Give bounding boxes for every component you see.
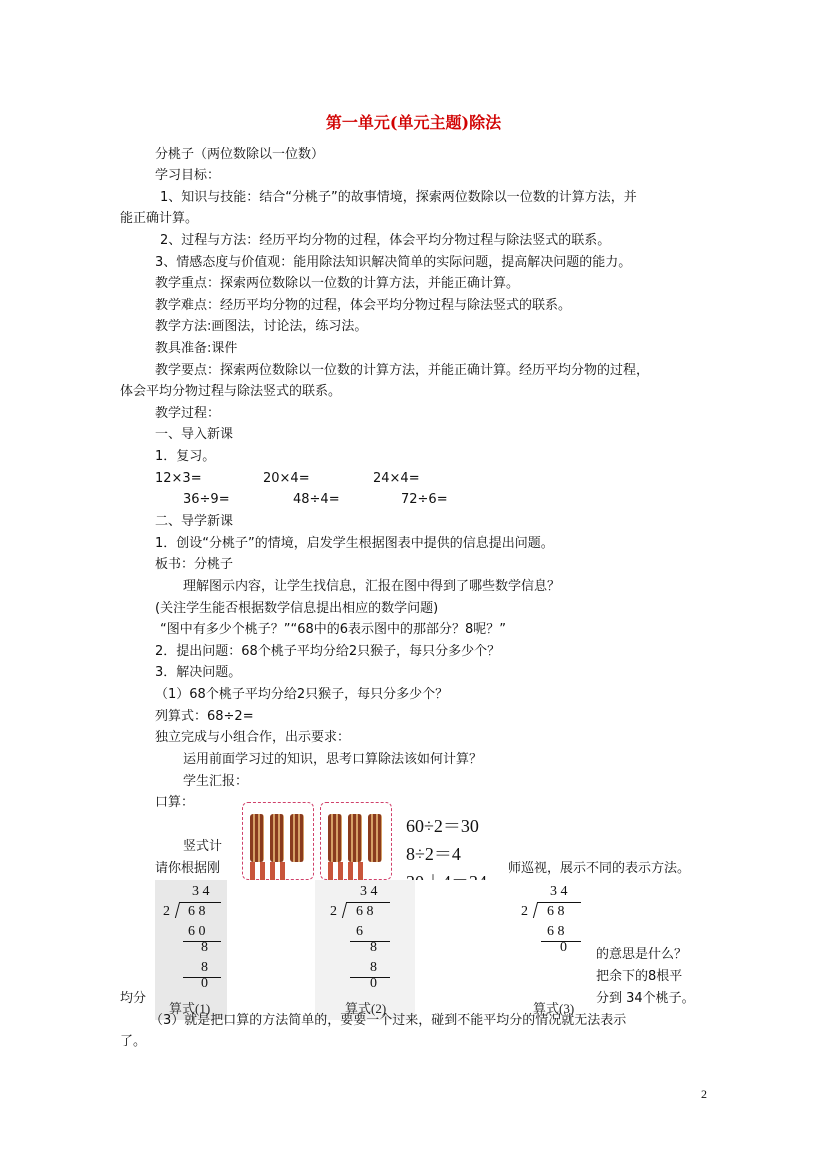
oral-step: 60÷2＝30 bbox=[406, 816, 479, 836]
text-line: 能正确计算。 bbox=[120, 211, 199, 226]
text-line: 3、情感态度与价值观：能用除法知识解决简单的实际问题，提高解决问题的能力。 bbox=[155, 255, 632, 270]
math-expression: 12×3= bbox=[155, 471, 202, 486]
text-line: 了。 bbox=[120, 1034, 147, 1049]
text-line: 2、过程与方法：经历平均分物的过程，体会平均分物过程与除法竖式的联系。 bbox=[160, 233, 611, 248]
sticks-illustration bbox=[238, 800, 398, 880]
step: 8 bbox=[370, 960, 377, 975]
oral-step: 8÷2＝4 bbox=[406, 844, 461, 864]
text-line: 学习目标： bbox=[155, 168, 221, 183]
text-line: 2．提出问题：68个桃子平均分给2只猴子，每只分多少个？ bbox=[155, 644, 501, 659]
stick-bundle bbox=[368, 814, 382, 862]
stick-bundle bbox=[270, 814, 284, 862]
text-line: 请你根据刚 bbox=[155, 861, 221, 876]
text-line: 教学方法:画图法，讨论法，练习法。 bbox=[155, 319, 368, 334]
page-number: 2 bbox=[701, 1087, 707, 1101]
text-line: (关注学生能否根据数学信息提出相应的数学问题) bbox=[155, 601, 439, 616]
text-line: 教学过程： bbox=[155, 406, 221, 421]
text-line: 分到 34个桃子。 bbox=[596, 991, 695, 1006]
text-line: 学生汇报： bbox=[183, 774, 249, 789]
stick-bundle bbox=[348, 814, 362, 862]
divisor: 2 bbox=[521, 904, 528, 919]
step: 8 bbox=[370, 940, 377, 955]
dividend: 6 8 bbox=[547, 904, 565, 919]
page-title: 第一单元(单元主题)除法 bbox=[325, 113, 502, 132]
quotient: 3 4 bbox=[550, 884, 568, 899]
text-line: 教学难点：经历平均分物的过程，体会平均分物过程与除法竖式的联系。 bbox=[155, 298, 572, 313]
step: 0 bbox=[560, 940, 567, 955]
stick-bundle bbox=[328, 814, 342, 862]
oral-calculation bbox=[398, 800, 508, 880]
text-line: 教具准备:课件 bbox=[155, 341, 238, 356]
dividend: 6 8 bbox=[188, 904, 206, 919]
text-line: 一、导入新课 bbox=[155, 427, 234, 442]
divisor: 2 bbox=[163, 904, 170, 919]
text-line: 板书：分桃子 bbox=[155, 557, 234, 572]
text-line: 的意思是什么？ bbox=[596, 947, 688, 962]
step: 0 bbox=[370, 976, 377, 991]
math-expression: 20×4= bbox=[263, 471, 310, 486]
text-line: 1、知识与技能：结合“分桃子”的故事情境，探索两位数除以一位数的计算方法，并 bbox=[160, 190, 637, 205]
text-line: 体会平均分物过程与除法竖式的联系。 bbox=[120, 384, 342, 399]
text-line: 3．解决问题。 bbox=[155, 665, 242, 680]
text-line: 师巡视，展示不同的表示方法。 bbox=[508, 861, 691, 876]
step: 8 bbox=[201, 960, 208, 975]
step: 6 bbox=[356, 924, 363, 939]
calc-caption: 算式(1) bbox=[169, 1001, 211, 1016]
text-line: 把余下的8根平 bbox=[596, 969, 683, 984]
math-expression: 36÷9= bbox=[183, 492, 230, 507]
text-line: （3）就是把口算的方法简单的，要要一个过来，碰到不能平均分的情况就无法表示 bbox=[150, 1013, 627, 1028]
text-line: 教学重点：探索两位数除以一位数的计算方法，并能正确计算。 bbox=[155, 276, 520, 291]
math-expression: 24×4= bbox=[373, 471, 420, 486]
divisor: 2 bbox=[330, 904, 337, 919]
text-line: 二、导学新课 bbox=[155, 514, 234, 529]
text-line: “图中有多少个桃子？”“68中的6表示图中的那部分？8呢？” bbox=[160, 622, 507, 637]
text-line: 口算： bbox=[155, 795, 195, 810]
calc-caption: 算式(2) bbox=[345, 1001, 387, 1016]
text-line: 分桃子（两位数除以一位数） bbox=[155, 147, 325, 162]
text-line: （1）68个桃子平均分给2只猴子，每只分多少个？ bbox=[155, 687, 449, 702]
text-line: 1．复习。 bbox=[155, 449, 216, 464]
text-line: 教学要点：探索两位数除以一位数的计算方法，并能正确计算。经历平均分物的过程， bbox=[155, 363, 650, 378]
step: 0 bbox=[201, 976, 208, 991]
stick-bundle bbox=[250, 814, 264, 862]
text-line: 运用前面学习过的知识，思考口算除法该如何计算？ bbox=[183, 752, 483, 767]
quotient: 3 4 bbox=[360, 884, 378, 899]
text-line: 独立完成与小组合作，出示要求： bbox=[155, 730, 351, 745]
calc-caption: 算式(3) bbox=[533, 1001, 575, 1016]
math-expression: 72÷6= bbox=[401, 492, 448, 507]
step: 6 8 bbox=[547, 924, 565, 939]
step: 8 bbox=[201, 940, 208, 955]
math-expression: 48÷4= bbox=[293, 492, 340, 507]
text-line: 均分 bbox=[120, 991, 147, 1006]
text-line: 列算式：68÷2= bbox=[155, 709, 254, 724]
quotient: 3 4 bbox=[192, 884, 210, 899]
text-line: 理解图示内容，让学生找信息，汇报在图中得到了哪些数学信息？ bbox=[183, 579, 561, 594]
text-line: 竖式计 bbox=[183, 839, 223, 854]
step: 6 0 bbox=[188, 924, 206, 939]
stick-bundle bbox=[290, 814, 304, 862]
dividend: 6 8 bbox=[356, 904, 374, 919]
text-line: 1．创设“分桃子”的情境，启发学生根据图表中提供的信息提出问题。 bbox=[155, 536, 554, 551]
